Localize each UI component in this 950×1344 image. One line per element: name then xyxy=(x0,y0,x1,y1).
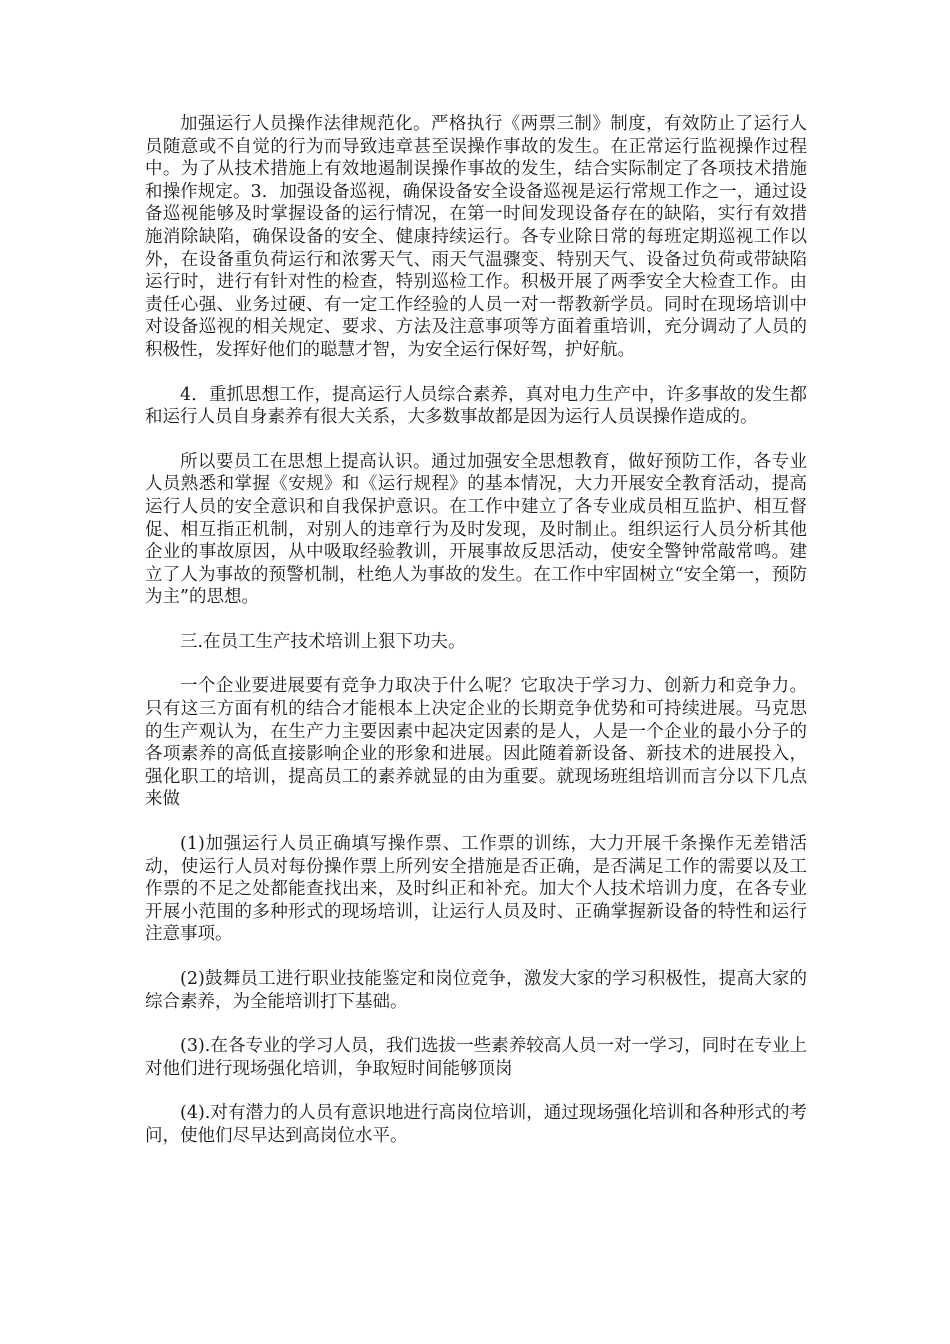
paragraph-gap xyxy=(145,609,807,631)
paragraph-gap xyxy=(145,811,807,833)
section-heading-technical-training: 三.在员工生产技术培训上狠下功夫。 xyxy=(180,631,466,652)
list-item-4-advanced-training: (4).对有潜力的人员有意识地进行高岗位培训，通过现场强化培训和各种形式的考问，使他们尽早达到高岗位水平。 xyxy=(145,1103,807,1146)
paragraph-gap xyxy=(145,362,807,384)
document-body xyxy=(145,113,807,1148)
list-item-2-skill-appraisal: (2)鼓舞员工进行职业技能鉴定和岗位竞争，激发大家的学习积极性，提高大家的综合素养，为全能培训打下基础。 xyxy=(145,969,807,1012)
paragraph-operation-standardization: 加强运行人员操作法律规范化。严格执行《两票三制》制度，有效防止了运行人员随意或不自觉的行为而导致违章甚至误操作事故的发生。在正常运行监视操作过程中。为了从技术措施上有效地遏制误操作事故的发生，结合实际制定了各项技术措施和操作规定。3．加强设备巡视，确保设备安全设备巡视是运行常规工作之一，通过设备巡视能够及时掌握设备的运行情况，在第一时间发现设备存在的缺陷，实行有效措施消除缺陷，确保设备的安全、健康持续运行。各专业除日常的每班定期巡视工作以外，在设备重负荷运行和浓雾天气、雨天气温骤变、特别天气、设备过负荷或带缺陷运行时，进行有针对性的检查，特别巡检工作。积极开展了两季安全大检查工作。由责任心强、业务过硬、有一定工作经验的人员一对一帮教新学员。同时在现场培训中对设备巡视的相关规定、要求、方法及注意事项等方面着重培训，充分调动了人员的积极性，发挥好他们的聪慧才智，为安全运行保好驾，护好航。 xyxy=(145,114,807,360)
paragraph-gap xyxy=(145,429,807,451)
paragraph-gap xyxy=(145,1013,807,1035)
paragraph-gap xyxy=(145,946,807,968)
paragraph-gap xyxy=(145,1080,807,1102)
list-item-3-mentoring: (3).在各专业的学习人员，我们选拔一些素养较高人员一对一学习，同时在专业上对他们进行现场强化培训，争取短时间能够顶岗 xyxy=(145,1036,807,1079)
paragraph-gap xyxy=(145,653,807,675)
paragraph-safety-awareness: 所以要员工在思想上提高认识。通过加强安全思想教育，做好预防工作，各专业人员熟悉和掌握《安规》和《运行规程》的基本情况，大力开展安全教育活动，提高运行人员的安全意识和自我保护意识。在工作中建立了各专业成员相互监护、相互督促、相互指正机制，对别人的违章行为及时发现，及时制止。组织运行人员分析其他企业的事故原因，从中吸取经验教训，开展事故反思活动，使安全警钟常敲常鸣。建立了人为事故的预警机制，杜绝人为事故的发生。在工作中牢固树立“安全第一，预防为主”的思想。 xyxy=(145,451,807,608)
list-item-1-operation-tickets: (1)加强运行人员正确填写操作票、工作票的训练，大力开展千条操作无差错活动，使运行人员对每份操作票上所列安全措施是否正确，是否满足工作的需要以及工作票的不足之处都能查找出来，及时纠正和补充。加大个人技术培训力度，在各专业开展小范围的多种形式的现场培训，让运行人员及时、正确掌握新设备的特性和运行注意事项。 xyxy=(145,834,807,945)
paragraph-competitiveness: 一个企业要进展要有竞争力取决于什么呢？它取决于学习力、创新力和竞争力。只有这三方面有机的结合才能根本上决定企业的长期竞争优势和可持续进展。马克思的生产观认为，在生产力主要因素中起决定因素的是人，人是一个企业的最小分子的各项素养的高低直接影响企业的形象和进展。因此随着新设备、新技术的进展投入，强化职工的培训，提高员工的素养就显的由为重要。就现场班组培训而言分以下几点来做 xyxy=(145,676,807,810)
paragraph-ideological-work: 4．重抓思想工作，提高运行人员综合素养，真对电力生产中，许多事故的发生都和运行人员自身素养有很大关系，大多数事故都是因为运行人员误操作造成的。 xyxy=(145,384,807,428)
